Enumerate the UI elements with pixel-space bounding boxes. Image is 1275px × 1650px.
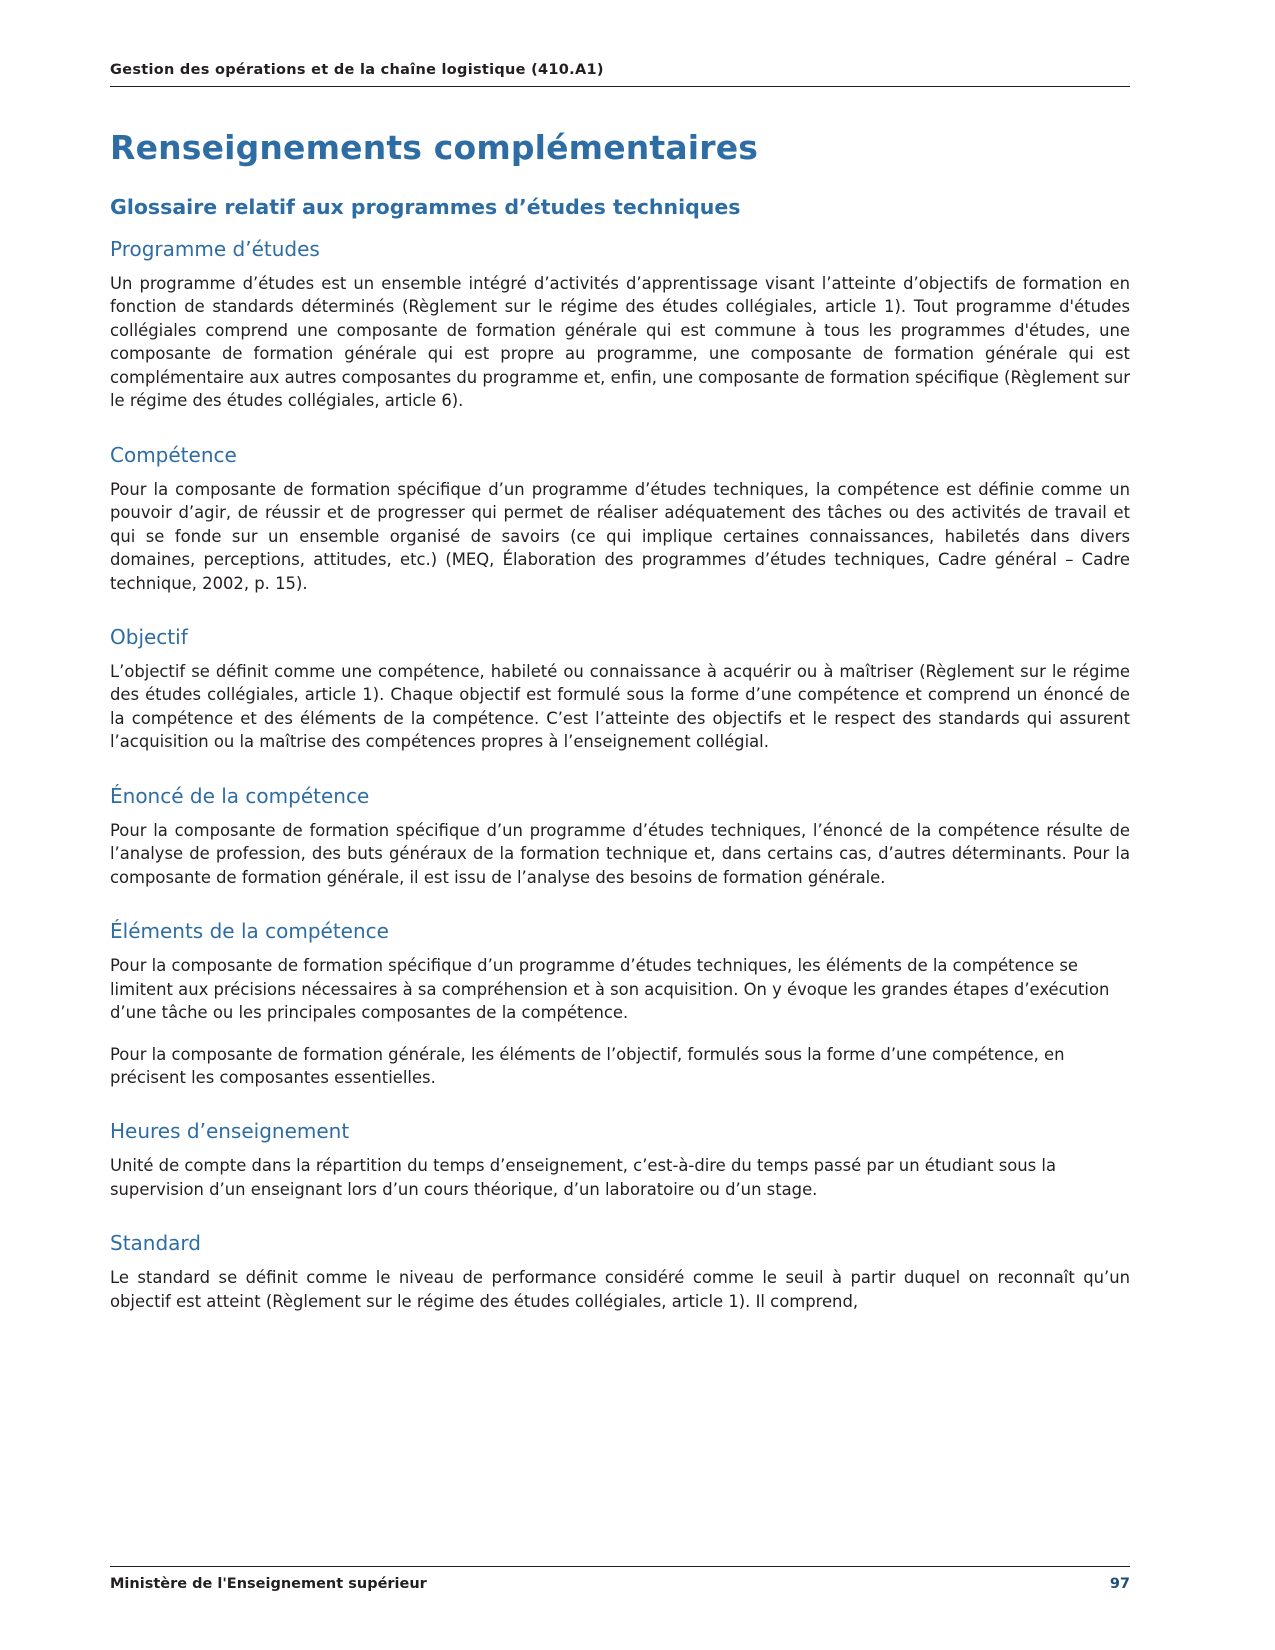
glossary-term-standard: Standard [110,1231,201,1256]
glossary-definition-heures-denseignement: Unité de compte dans la répartition du temps d’enseignement, c’est-à-dire du temps passé par un étudiant sous la supervision d’un enseignant lors d’un cours théorique, d’un laboratoire ou d’un stage. [110,1156,1057,1199]
footer-page-number: 97 [1109,1576,1130,1592]
glossary-definition-programme-detudes: Un programme d’études est un ensemble intégré d’activités d’apprentissage visant l’atteinte d’objectifs de formation en fonction de standards déterminés (Règlement sur le régime des études collégiales, article 1). Tout programme d'études collégiales comprend une composante de formation générale qui est commune à tous les programmes d'études, une composante de formation générale qui est propre au programme, une composante de formation générale qui est complémentaire aux autres composantes du programme et, enfin, une composante de formation spécifique (Règlement sur le régime des études collégiales, article 6). [110,274,1130,411]
glossary-definition-objectif: L’objectif se définit comme une compétence, habileté ou connaissance à acquérir ou à maîtriser (Règlement sur le régime des études collégiales, article 1). Chaque objectif est formulé sous la forme d’une compétence et comprend un énoncé de la compétence et des éléments de la compétence. C’est l’atteinte des objectifs et le respect des standards qui assurent l’acquisition ou la maîtrise des compétences propres à l’enseignement collégial. [110,661,1130,752]
glossary-term-heures-denseignement: Heures d’enseignement [110,1119,350,1144]
document-body [110,128,1130,1313]
page-footer [110,1566,1130,1592]
footer-divider [110,1566,1130,1567]
glossary-term-competence: Compétence [110,442,237,467]
glossary-term-programme-detudes: Programme d’études [110,237,320,261]
page-title: Renseignements complémentaires [110,128,759,167]
glossary-definition-competence: Pour la composante de formation spécifique d’un programme d’études techniques, la compétence est définie comme un pouvoir d’agir, de réussir et de progresser qui permet de réaliser adéquatement des tâches ou des activités de travail et qui se fonde sur un ensemble organisé de savoirs (ce qui implique certaines connaissances, habiletés dans divers domaines, perceptions, attitudes, etc.) (MEQ, Élaboration des programmes d’études techniques, Cadre général – Cadre technique, 2002, p. 15). [110,479,1130,593]
glossary-term-enonce-de-la-competence: Énoncé de la compétence [110,783,370,808]
section-subtitle: Glossaire relatif aux programmes d’études techniques [110,195,741,219]
glossary-term-elements-de-la-competence: Éléments de la compétence [110,919,389,944]
page-content [110,0,1130,1650]
glossary-definition-enonce-de-la-competence: Pour la composante de formation spécifique d’un programme d’études techniques, l’énoncé de la compétence résulte de l’analyse de profession, des buts généraux de la formation technique et, dans certains cas, d’autres déterminants. Pour la composante de formation générale, il est issu de l’analyse des besoins de formation générale. [110,820,1130,887]
glossary-definition-elements-de-la-competence-2: Pour la composante de formation générale, les éléments de l’objectif, formulés sous la forme d’une compétence, en précisent les composantes essentielles. [110,1044,1065,1087]
footer-ministry: Ministère de l'Enseignement supérieur [110,1576,427,1592]
glossary-term-objectif: Objectif [110,624,188,649]
footer-row [110,1576,1130,1592]
glossary-definition-elements-de-la-competence-1: Pour la composante de formation spécifique d’un programme d’études techniques, les éléments de la compétence se limitent aux précisions nécessaires à sa compréhension et à son acquisition. On y évoque les grandes étapes d’exécution d’une tâche ou les principales composantes de la compétence. [110,956,1110,1023]
glossary-definition-standard: Le standard se définit comme le niveau de performance considéré comme le seuil à partir duquel on reconnaît qu’un objectif est atteint (Règlement sur le régime des études collégiales, article 1). Il comprend, [110,1268,1130,1311]
page-header [110,62,1130,87]
header-program-title: Gestion des opérations et de la chaîne logistique (410.A1) [110,62,604,78]
header-divider [110,86,1130,87]
